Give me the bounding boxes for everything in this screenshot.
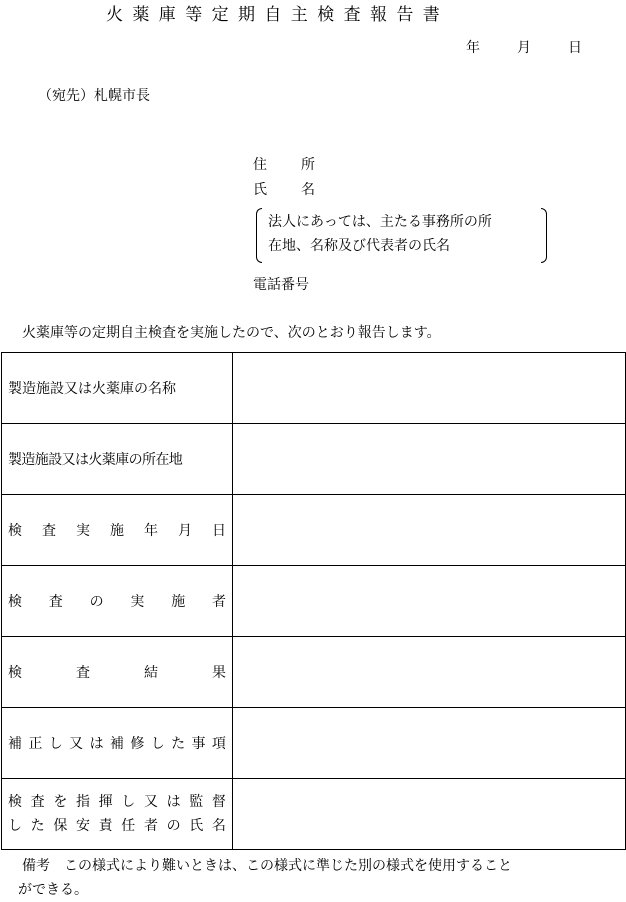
label-char: 監	[189, 794, 204, 810]
addressee: （宛先）札幌市長	[38, 88, 150, 104]
label-char: 修	[130, 736, 145, 752]
label-char: を	[53, 794, 68, 810]
label-char: 実	[130, 594, 145, 610]
label-char: 施	[110, 523, 124, 539]
label-char: 施	[171, 594, 186, 610]
row-value-field[interactable]	[233, 424, 626, 495]
label-char: 者	[211, 594, 226, 610]
label-char: し	[121, 794, 136, 810]
label-char: 補	[109, 736, 124, 752]
label-char: 安	[75, 818, 90, 834]
label-char: 保	[53, 818, 68, 834]
label-char: 年	[144, 523, 158, 539]
label-char: た	[171, 736, 186, 752]
label-char: 督	[211, 794, 226, 810]
row-label	[2, 708, 233, 779]
right-bracket	[541, 208, 547, 263]
remarks-label: 備考	[22, 858, 50, 874]
label-char: 検	[8, 665, 22, 681]
corporate-note-line2: 在地、名称及び代表者の氏名	[268, 238, 450, 254]
label-char: た	[30, 818, 45, 834]
remarks-line1: この様式により難いときは、この様式に準じた別の様式を使用すること	[64, 858, 512, 874]
table-row	[2, 424, 626, 495]
table-row	[2, 708, 626, 779]
row-label	[2, 495, 233, 566]
label-char: 責	[98, 818, 113, 834]
label-char: 査	[42, 523, 56, 539]
intro-text: 火薬庫等の定期自主検査を実施したので、次のとおり報告します。	[22, 325, 441, 341]
label-char: し	[48, 736, 63, 752]
label-char: 検	[8, 523, 22, 539]
label-char: 査	[30, 794, 45, 810]
table-row	[2, 779, 626, 850]
label-char: 日	[212, 523, 226, 539]
spread-label	[8, 520, 226, 540]
spread-label	[8, 662, 226, 682]
row-label	[2, 637, 233, 708]
corporate-note	[256, 208, 547, 263]
label-char: 補	[8, 736, 22, 752]
label-char: 又	[69, 736, 84, 752]
row-value-field[interactable]	[233, 708, 626, 779]
label-char: し	[150, 736, 165, 752]
left-bracket	[256, 208, 262, 263]
label-char: 査	[76, 665, 90, 681]
row-label: 製造施設又は火薬庫の名称	[2, 353, 233, 424]
row-label	[2, 566, 233, 637]
spread-label	[8, 591, 226, 611]
table-row	[2, 566, 626, 637]
label-char: 又	[143, 794, 158, 810]
label-char: 氏	[189, 818, 204, 834]
label-char: は	[89, 736, 104, 752]
row-value-field[interactable]	[233, 637, 626, 708]
document-title: 火薬庫等定期自主検査報告書	[106, 5, 450, 25]
remarks-line2: ができる。	[18, 882, 88, 898]
date-year: 年	[466, 40, 480, 56]
label-char: 検	[8, 794, 22, 810]
label-char: 月	[178, 523, 192, 539]
label-char: の	[166, 818, 181, 834]
label-char: し	[8, 818, 22, 834]
label-char: 正	[28, 736, 43, 752]
label-char: 名	[211, 818, 226, 834]
table-row	[2, 353, 626, 424]
label-char: 揮	[98, 794, 113, 810]
label-char: 実	[76, 523, 90, 539]
spread-label	[8, 733, 226, 753]
label-char: 結	[144, 665, 158, 681]
date-day: 日	[568, 40, 582, 56]
label-char: 者	[143, 818, 158, 834]
row-value-field[interactable]	[233, 779, 626, 850]
corporate-note-line1: 法人にあっては、主たる事務所の所	[268, 214, 492, 230]
row-label: 製造施設又は火薬庫の所在地	[2, 424, 233, 495]
remarks	[18, 854, 512, 902]
label-char: は	[166, 794, 181, 810]
row-value-field[interactable]	[233, 566, 626, 637]
phone-label: 電話番号	[253, 277, 309, 293]
label-char: 指	[75, 794, 90, 810]
label-char: の	[89, 594, 104, 610]
label-char: 項	[211, 736, 226, 752]
spread-label	[8, 814, 226, 838]
row-value-field[interactable]	[233, 495, 626, 566]
table-row	[2, 637, 626, 708]
date-month: 月	[517, 40, 531, 56]
row-value-field[interactable]	[233, 353, 626, 424]
report-table	[1, 352, 626, 850]
label-char: 査	[48, 594, 63, 610]
address-label: 住 所	[253, 157, 315, 173]
name-label: 氏 名	[253, 182, 315, 198]
label-char: 検	[8, 594, 22, 610]
label-char: 任	[121, 818, 136, 834]
label-char: 事	[191, 736, 206, 752]
spread-label	[8, 790, 226, 814]
table-row	[2, 495, 626, 566]
row-label	[2, 779, 233, 850]
label-char: 果	[212, 665, 226, 681]
